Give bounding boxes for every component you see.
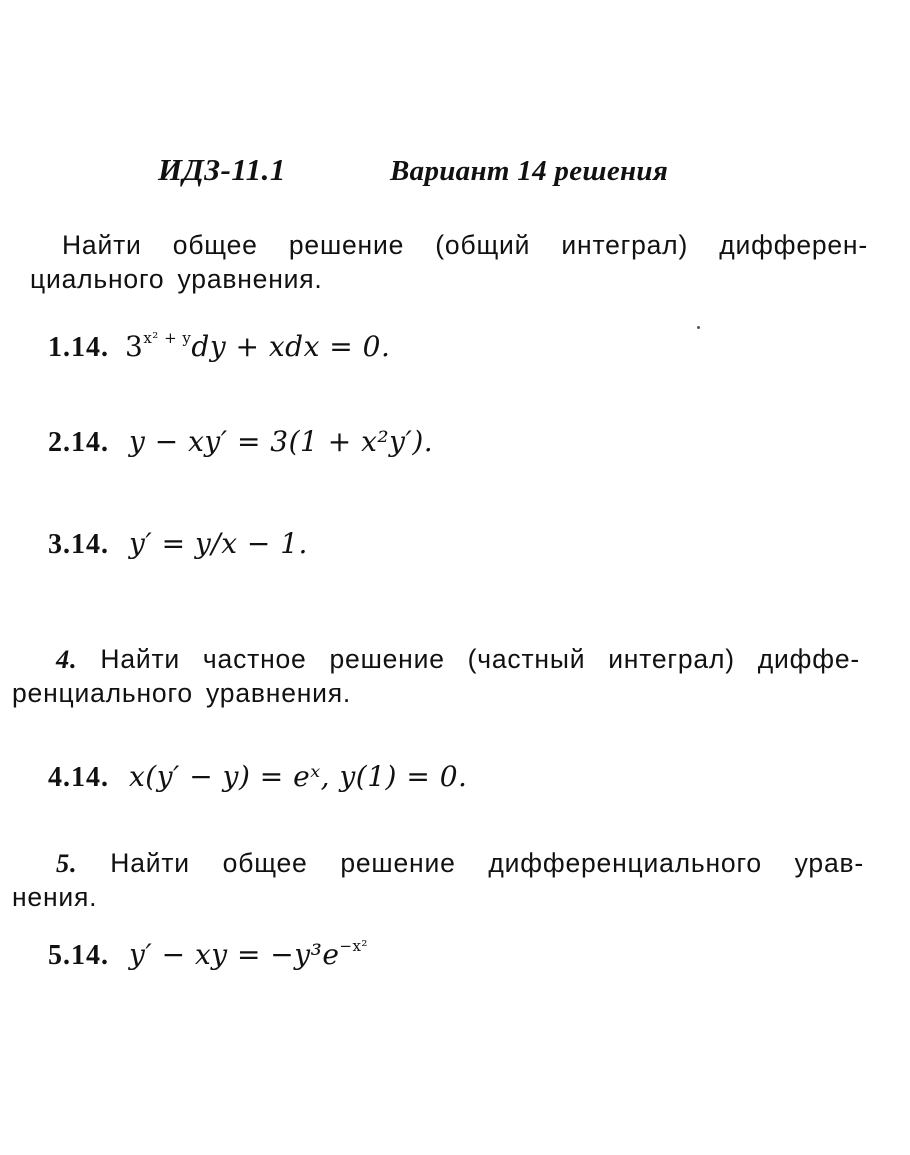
problem-2 xyxy=(48,425,433,459)
section-number: 5. xyxy=(56,848,78,878)
problem-1 xyxy=(48,330,390,364)
problem-number: 2.14. xyxy=(48,427,109,458)
instruction-text: Найти общее решение дифференциального урав- xyxy=(110,848,865,878)
section-4-instruction xyxy=(12,642,860,710)
problem-equation xyxy=(129,527,308,560)
problem-number: 1.14. xyxy=(48,332,109,363)
section-5-instruction xyxy=(12,846,864,914)
instruction-line-2: циального уравнения. xyxy=(30,264,323,294)
problem-equation xyxy=(129,938,368,971)
equation-text: y − xy′ = 3(1 + x²y′). xyxy=(129,425,434,458)
equation-base: 3 xyxy=(125,330,144,363)
problem-4 xyxy=(48,760,467,794)
problem-number: 3.14. xyxy=(48,529,109,560)
equation-rest: dy + xdx = 0. xyxy=(191,330,391,363)
equation-exponent: −x² xyxy=(339,937,368,955)
section-number: 4. xyxy=(56,644,78,674)
variant-title: Вариант 14 решения xyxy=(390,155,669,187)
equation-exponent: x² + y xyxy=(143,329,192,347)
assignment-code: ИДЗ-11.1 xyxy=(158,152,286,187)
problem-number: 5.14. xyxy=(48,940,109,971)
section-1-instruction xyxy=(30,228,868,296)
instruction-line-1 xyxy=(12,642,860,676)
problem-equation xyxy=(125,330,390,363)
equation-text: x(y′ − y) = eˣ, y(1) = 0. xyxy=(129,760,468,793)
problem-5 xyxy=(48,938,368,972)
instruction-text: Найти частное решение (частный интеграл) диффе- xyxy=(100,644,860,674)
problem-equation xyxy=(129,760,467,793)
instruction-line-2: ренциального уравнения. xyxy=(12,678,352,708)
equation-text: y′ = y/x − 1. xyxy=(129,527,308,560)
problem-number: 4.14. xyxy=(48,762,109,793)
instruction-line-1 xyxy=(12,846,864,880)
problem-3 xyxy=(48,527,308,561)
scan-speck xyxy=(697,326,700,329)
instruction-line-1: Найти общее решение (общий интеграл) дифферен- xyxy=(62,230,868,260)
problem-equation xyxy=(129,425,433,458)
instruction-line-2: нения. xyxy=(12,882,98,912)
equation-lhs: y′ − xy = −y³e xyxy=(129,938,340,971)
